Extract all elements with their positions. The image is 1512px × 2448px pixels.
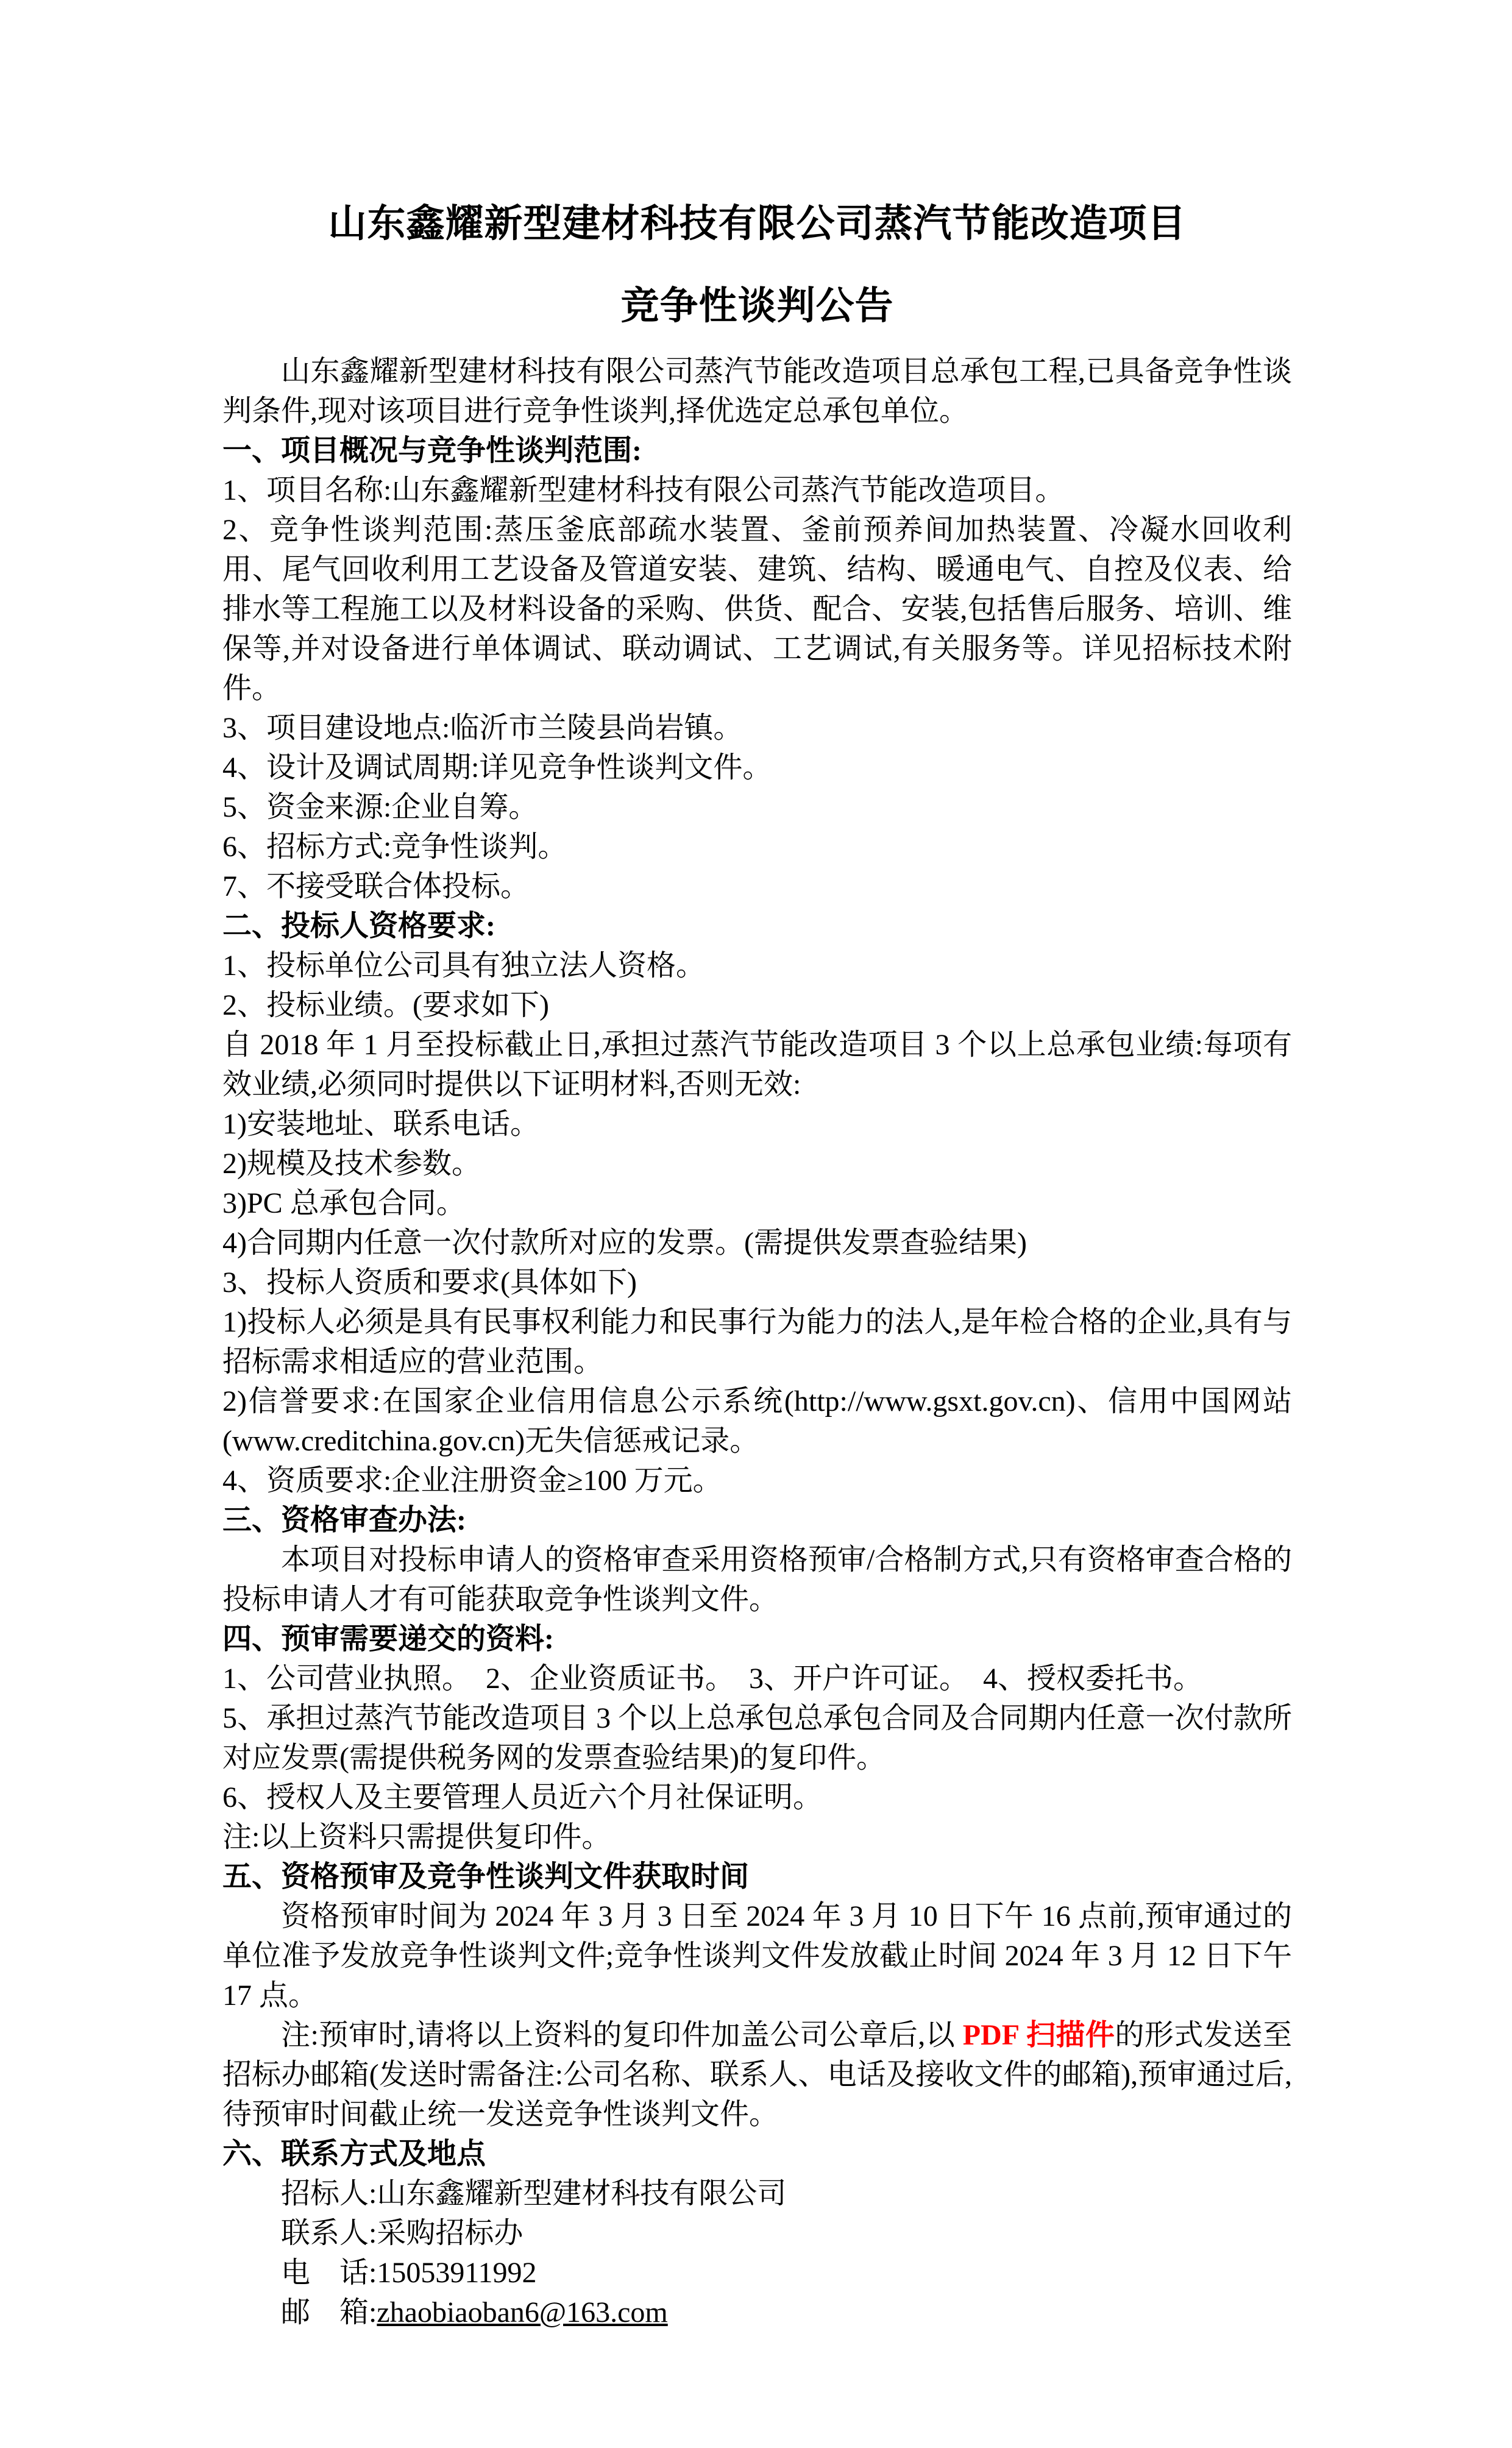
paragraph bbox=[222, 708, 1292, 748]
document-title: 山东鑫耀新型建材科技有限公司蒸汽节能改造项目 bbox=[328, 202, 1187, 245]
text-run: 6、招标方式:竞争性谈判。 bbox=[222, 831, 567, 863]
text-run: 五、资格预审及竞争性谈判文件获取时间 bbox=[222, 1861, 750, 1893]
paragraph bbox=[222, 2174, 1292, 2213]
paragraph bbox=[222, 867, 1292, 906]
text-run: 一、项目概况与竞争性谈判范围: bbox=[222, 435, 642, 467]
text-run: 1、投标单位公司具有独立法人资格。 bbox=[222, 949, 706, 982]
text-run: 2)规模及技术参数。 bbox=[222, 1148, 481, 1180]
paragraph bbox=[222, 787, 1292, 827]
text-run: 1、公司营业执照。 2、企业资质证书。 3、开户许可证。 4、授权委托书。 bbox=[222, 1662, 1203, 1695]
paragraph bbox=[222, 946, 1292, 985]
paragraph bbox=[222, 352, 1292, 431]
text-run: 的形式发送至招标办邮箱(发送时需备注:公司名称、联系人、电话及接收文件的邮箱),预审通过后,待预审时间截止统一发送竞争性谈判文件。 bbox=[222, 2019, 1292, 2130]
document-body bbox=[222, 352, 1292, 2332]
text-run: 5、承担过蒸汽节能改造项目 3 个以上总承包总承包合同及合同期内任意一次付款所对应发票(需提供税务网的发票查验结果)的复印件。 bbox=[222, 1702, 1292, 1774]
text-run: 山东鑫耀新型建材科技有限公司蒸汽节能改造项目总承包工程,已具备竞争性谈判条件,现对该项目进行竞争性谈判,择优选定总承包单位。 bbox=[222, 355, 1292, 427]
text-run: 注:以上资料只需提供复印件。 bbox=[222, 1821, 611, 1853]
paragraph bbox=[222, 1659, 1292, 1698]
text-run: 注:预审时,请将以上资料的复印件加盖公司公章后,以 bbox=[281, 2019, 963, 2051]
paragraph bbox=[222, 748, 1292, 787]
paragraph bbox=[222, 2134, 1292, 2174]
paragraph bbox=[222, 1183, 1292, 1223]
text-run: 联系人:采购招标办 bbox=[281, 2217, 524, 2249]
text-run: 6、授权人及主要管理人员近六个月社保证明。 bbox=[222, 1781, 823, 1814]
paragraph bbox=[222, 1619, 1292, 1659]
paragraph bbox=[222, 1896, 1292, 2015]
paragraph bbox=[222, 510, 1292, 708]
paragraph bbox=[222, 1104, 1292, 1144]
paragraph bbox=[222, 1778, 1292, 1817]
paragraph bbox=[222, 1500, 1292, 1540]
text-run: 邮 箱: bbox=[281, 2296, 377, 2329]
text-run: 3、投标人资质和要求(具体如下) bbox=[222, 1266, 637, 1299]
paragraph bbox=[222, 2213, 1292, 2253]
text-run: 7、不接受联合体投标。 bbox=[222, 870, 530, 903]
document-subtitle: 竞争性谈判公告 bbox=[620, 285, 894, 327]
text-run: 4)合同期内任意一次付款所对应的发票。(需提供发票查验结果) bbox=[222, 1227, 1027, 1259]
text-run: 四、预审需要递交的资料: bbox=[222, 1623, 554, 1655]
paragraph bbox=[222, 2253, 1292, 2293]
text-run: 三、资格审查办法: bbox=[222, 1504, 466, 1536]
text-run: 1)安装地址、联系电话。 bbox=[222, 1108, 539, 1140]
paragraph bbox=[222, 906, 1292, 946]
paragraph bbox=[222, 431, 1292, 470]
email-link[interactable]: zhaobiaoban6@163.com bbox=[377, 2296, 668, 2329]
pdf-scan-highlight: PDF 扫描件 bbox=[962, 2019, 1115, 2051]
text-run: 招标人:山东鑫耀新型建材科技有限公司 bbox=[281, 2177, 787, 2210]
paragraph bbox=[222, 985, 1292, 1025]
text-run: 本项目对投标申请人的资格审查采用资格预审/合格制方式,只有资格审查合格的投标申请人才有可能获取竞争性谈判文件。 bbox=[222, 1544, 1292, 1616]
text-run: 3、项目建设地点:临沂市兰陵县尚岩镇。 bbox=[222, 712, 743, 744]
text-run: 4、设计及调试周期:详见竞争性谈判文件。 bbox=[222, 751, 772, 784]
paragraph bbox=[222, 1263, 1292, 1302]
paragraph bbox=[222, 1025, 1292, 1104]
paragraph bbox=[222, 1857, 1292, 1896]
paragraph bbox=[222, 2015, 1292, 2134]
paragraph bbox=[222, 1540, 1292, 1619]
paragraph bbox=[222, 1817, 1292, 1857]
paragraph bbox=[222, 1144, 1292, 1183]
paragraph bbox=[222, 470, 1292, 510]
paragraph bbox=[222, 1698, 1292, 1778]
text-run: 2、竞争性谈判范围:蒸压釜底部疏水装置、釜前预养间加热装置、冷凝水回收利用、尾气回收利用工艺设备及管道安装、建筑、结构、暖通电气、自控及仪表、给排水等工程施工以及材料设备的采购、供货、配合、安装,包括售后服务、培训、维保等,并对设备进行单体调试、联动调试、工艺调试,有关服务等。详见招标技术附件。 bbox=[222, 514, 1292, 704]
text-run: 5、资金来源:企业自筹。 bbox=[222, 791, 538, 823]
paragraph bbox=[222, 2293, 1292, 2332]
text-run: 2、投标业绩。(要求如下) bbox=[222, 989, 549, 1021]
text-run: 自 2018 年 1 月至投标截止日,承担过蒸汽节能改造项目 3 个以上总承包业绩:每项有效业绩,必须同时提供以下证明材料,否则无效: bbox=[222, 1029, 1292, 1101]
text-run: 1、项目名称:山东鑫耀新型建材科技有限公司蒸汽节能改造项目。 bbox=[222, 474, 1065, 506]
paragraph bbox=[222, 1302, 1292, 1382]
paragraph bbox=[222, 1223, 1292, 1263]
text-run: 2)信誉要求:在国家企业信用信息公示系统(http://www.gsxt.gov.cn)、信用中国网站(www.creditchina.gov.cn)无失信惩戒记录。 bbox=[222, 1385, 1292, 1457]
text-run: 资格预审时间为 2024 年 3 月 3 日至 2024 年 3 月 10 日下午 16 点前,预审通过的单位准予发放竞争性谈判文件;竞争性谈判文件发放截止时间 2024 年 3 月 12 日下午 17 点。 bbox=[222, 1900, 1292, 2012]
paragraph bbox=[222, 827, 1292, 867]
text-run: 电 话:15053911992 bbox=[281, 2257, 537, 2289]
text-run: 六、联系方式及地点 bbox=[222, 2138, 486, 2170]
text-run: 1)投标人必须是具有民事权利能力和民事行为能力的法人,是年检合格的企业,具有与招标需求相适应的营业范围。 bbox=[222, 1306, 1292, 1378]
text-run: 二、投标人资格要求: bbox=[222, 910, 495, 942]
text-run: 4、资质要求:企业注册资金≥100 万元。 bbox=[222, 1464, 722, 1497]
paragraph bbox=[222, 1461, 1292, 1500]
text-run: 3)PC 总承包合同。 bbox=[222, 1187, 466, 1219]
paragraph bbox=[222, 1382, 1292, 1461]
